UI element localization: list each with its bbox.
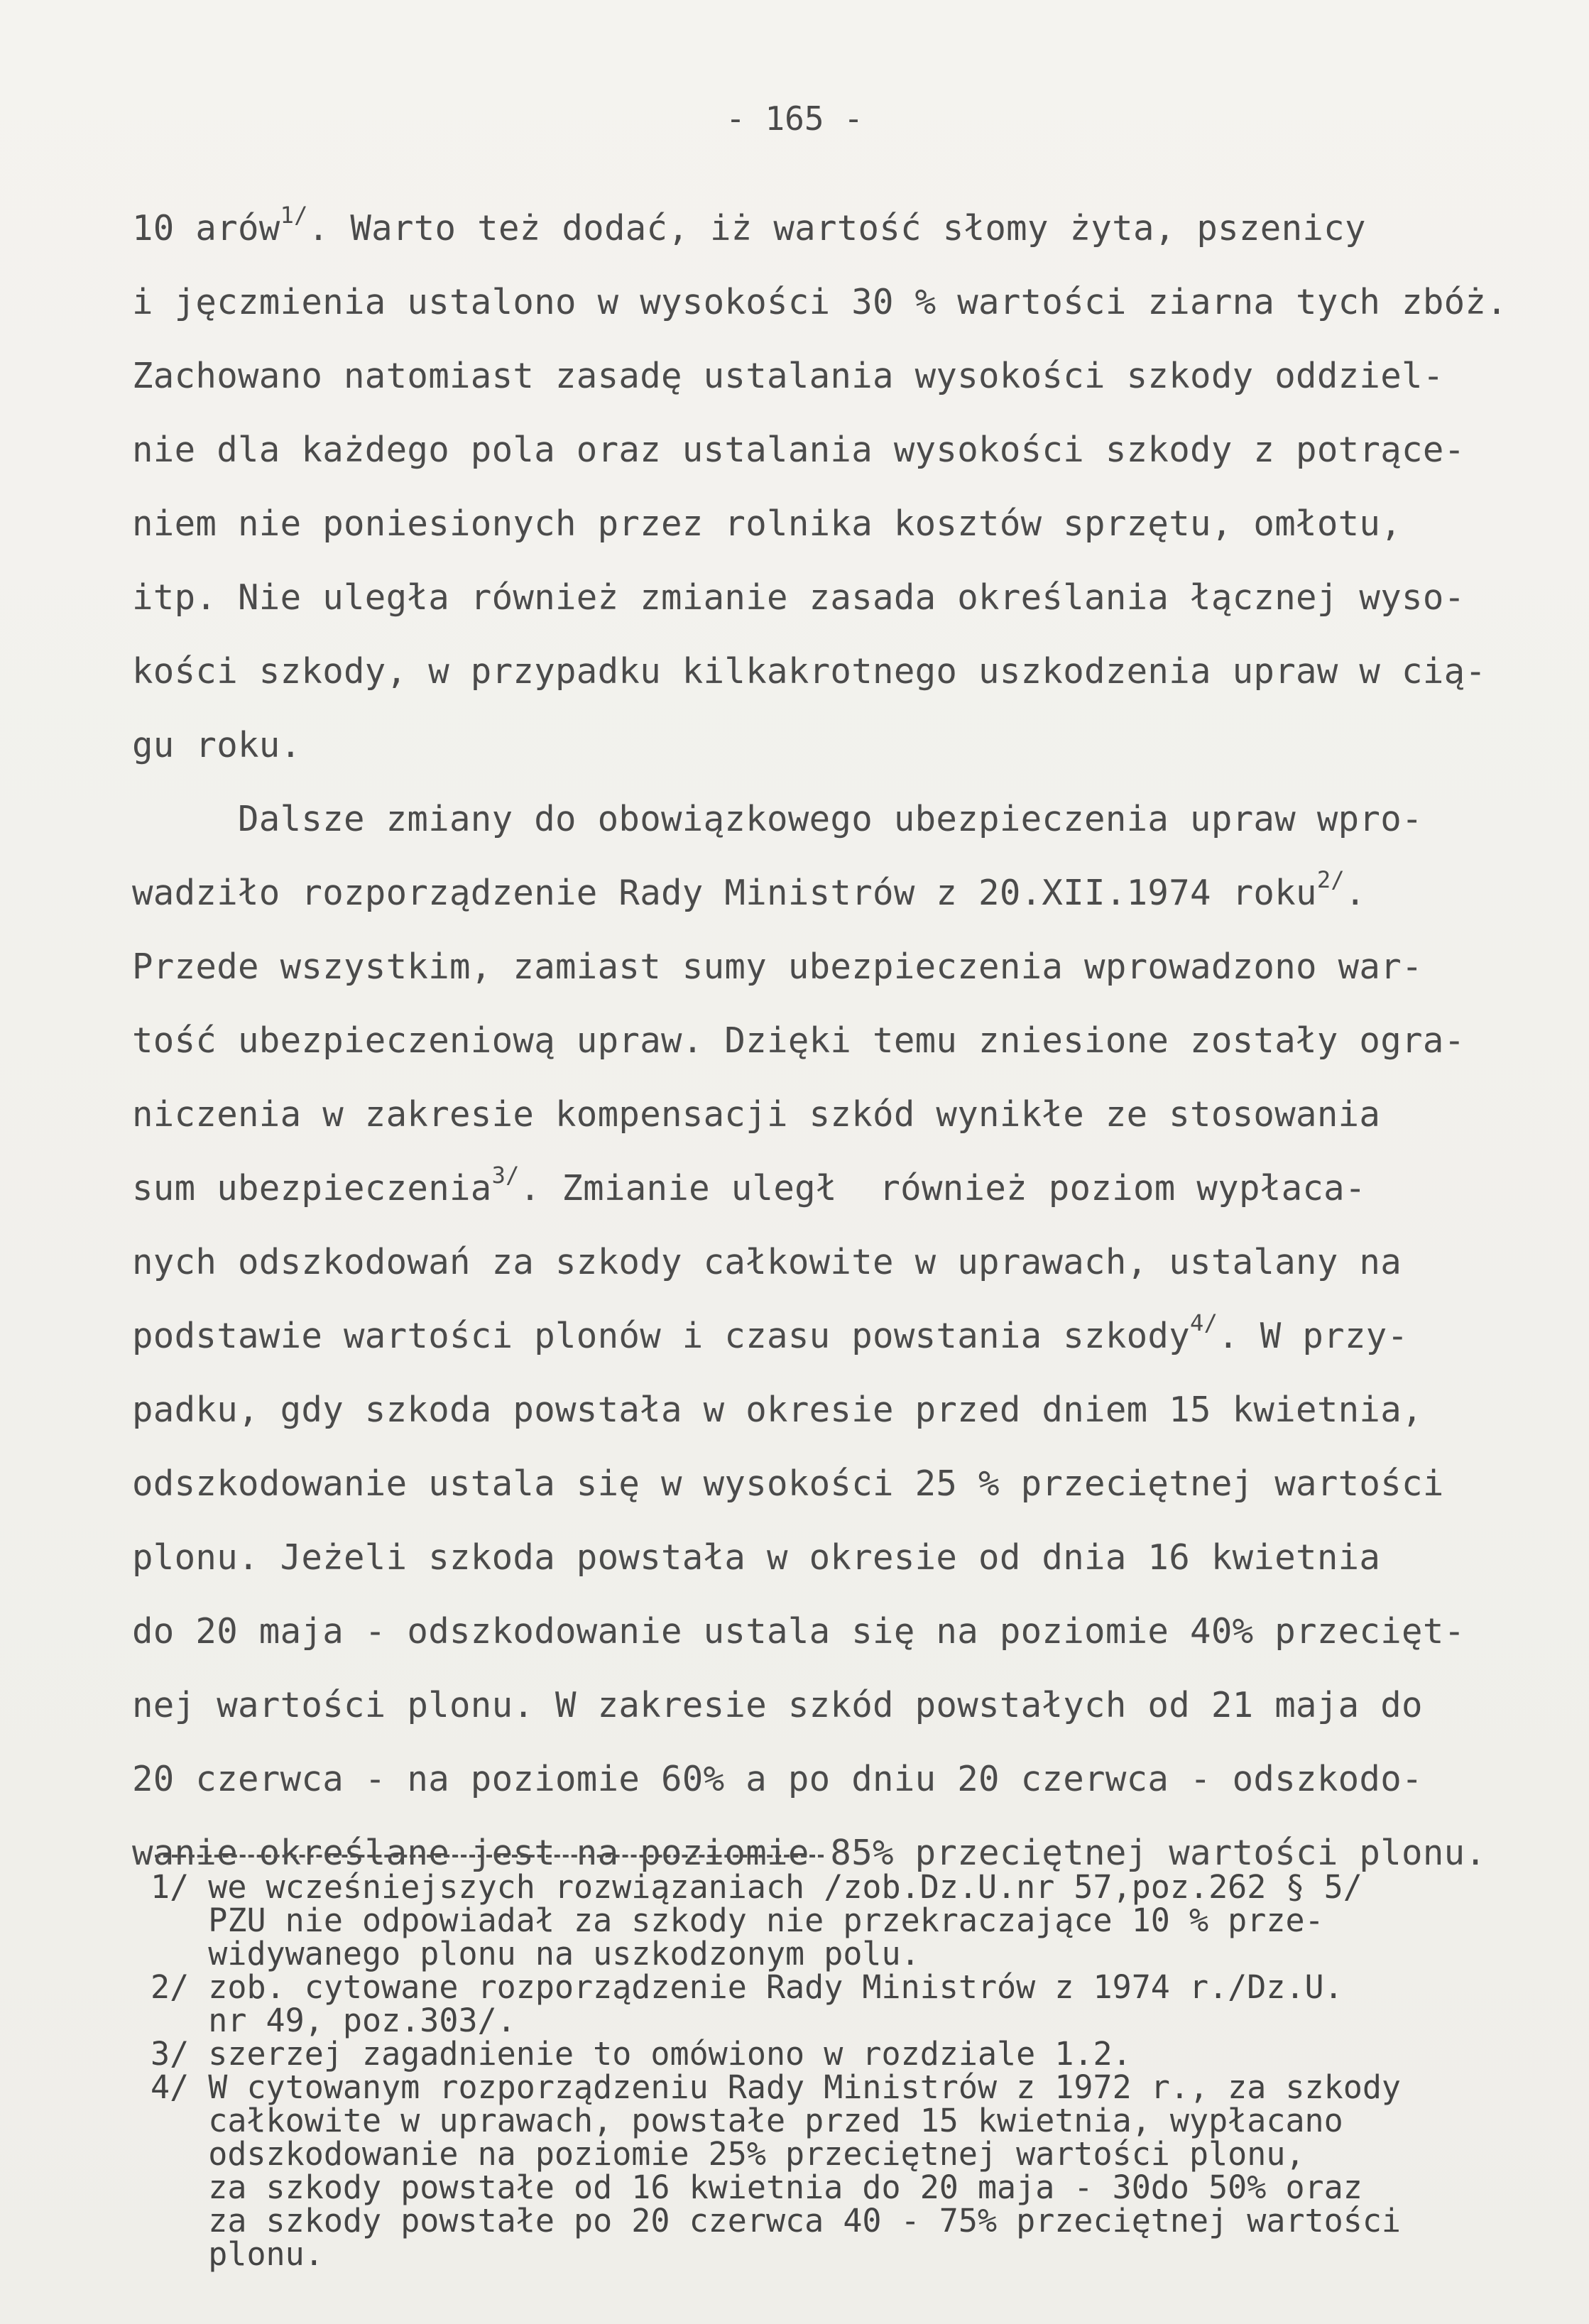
footnote-line: 1/ we wcześniejszych rozwiązaniach /zob.Dz.U.nr 57,poz.262 § 5/ [151,1868,1363,1906]
footnote-line: nr 49, poz.303/. [151,2002,516,2039]
text-line [132,856,1524,930]
text-line [132,1004,1524,1078]
footnote-reference: 3/ [491,1162,520,1189]
body-text [132,192,1524,1890]
paragraph-1 [132,192,1524,782]
footnote-separator [155,1855,824,1857]
text-line [132,561,1524,635]
footnote-line: plonu. [151,2235,324,2273]
text-line [132,487,1524,561]
line-text: 20 czerwca - na poziomie 60% a po dniu 20 czerwca - odszkodo- [132,1759,1423,1799]
footnote-line: 4/ W cytowanym rozporządzeniu Rady Ministrów z 1972 r., za szkody [151,2068,1401,2106]
text-line [132,709,1524,782]
footnote-line: PZU nie odpowiadał za szkody nie przekraczające 10 % prze- [151,1902,1324,1939]
line-text-continued: . Zmianie uległ również poziom wypłaca- [519,1168,1366,1209]
line-text: do 20 maja - odszkodowanie ustala się na poziomie 40% przecięt- [132,1611,1465,1652]
text-line [132,782,1524,856]
line-text: podstawie wartości plonów i czasu powstania szkody [132,1316,1191,1356]
text-line [132,413,1524,487]
line-text: Przede wszystkim, zamiast sumy ubezpieczenia wprowadzono war- [132,946,1423,987]
line-text-continued: . [1344,873,1366,913]
footnote-reference: 1/ [280,202,308,229]
text-line [132,192,1524,266]
footnote-line: widywanego plonu na uszkodzonym polu. [151,1935,920,1973]
text-line [132,930,1524,1004]
line-text: nych odszkodowań za szkody całkowite w uprawach, ustalany na [132,1242,1402,1282]
line-text: wadziło rozporządzenie Rady Ministrów z 20.XII.1974 roku [132,873,1317,913]
text-line [132,1078,1524,1152]
line-text: nie dla każdego pola oraz ustalania wysokości szkody z potrące- [132,430,1465,470]
footnote-line: za szkody powstałe od 16 kwietnia do 20 maja - 30do 50% oraz [151,2168,1363,2206]
line-text: itp. Nie uległa również zmianie zasada określania łącznej wyso- [132,577,1465,618]
text-line [132,1152,1524,1226]
paragraph-2 [132,782,1524,1890]
text-line [132,1669,1524,1742]
text-line [132,1447,1524,1521]
line-text: kości szkody, w przypadku kilkakrotnego uszkodzenia upraw w cią- [132,651,1487,692]
footnote-reference: 4/ [1190,1309,1218,1336]
line-text: niczenia w zakresie kompensacji szkód wynikłe ze stosowania [132,1094,1381,1135]
text-line [132,1742,1524,1816]
footnote-reference: 2/ [1316,866,1345,893]
line-text: wanie określane jest na poziomie 85% przeciętnej wartości plonu. [132,1833,1487,1873]
footnote-line: za szkody powstałe po 20 czerwca 40 - 75% przeciętnej wartości [151,2202,1401,2240]
line-text: sum ubezpieczenia [132,1168,492,1209]
line-text: 10 arów [132,208,280,249]
text-line [132,266,1524,339]
line-text: tość ubezpieczeniową upraw. Dzięki temu zniesione zostały ogra- [132,1020,1465,1061]
line-text: Zachowano natomiast zasadę ustalania wysokości szkody oddziel- [132,356,1444,396]
footnote-line: 3/ szerzej zagadnienie to omówiono w rozdziale 1.2. [151,2035,1132,2073]
line-text: i jęczmienia ustalono w wysokości 30 % wartości ziarna tych zbóż. [132,282,1508,322]
text-line [132,1226,1524,1299]
text-line [132,635,1524,709]
line-text: plonu. Jeżeli szkoda powstała w okresie od dnia 16 kwietnia [132,1537,1381,1578]
line-text: padku, gdy szkoda powstała w okresie przed dniem 15 kwietnia, [132,1390,1423,1430]
text-line [132,339,1524,413]
text-line [132,1595,1524,1669]
line-text: nej wartości plonu. W zakresie szkód powstałych od 21 maja do [132,1685,1423,1725]
text-line [132,1299,1524,1373]
line-text: odszkodowanie ustala się w wysokości 25 % przeciętnej wartości [132,1463,1444,1504]
footnotes [151,1870,1563,2271]
line-text-continued: . W przy- [1218,1316,1409,1356]
footnote-line: całkowite w uprawach, powstałe przed 15 kwietnia, wypłacano [151,2102,1343,2139]
text-line [132,1521,1524,1595]
line-text: gu roku. [132,725,302,765]
footnote-line: odszkodowanie na poziomie 25% przeciętnej wartości plonu, [151,2135,1305,2173]
line-text: niem nie poniesionych przez rolnika kosztów sprzętu, omłotu, [132,503,1402,544]
footnote-line: 2/ zob. cytowane rozporządzenie Rady Ministrów z 1974 r./Dz.U. [151,1968,1343,2006]
page-number: - 165 - [726,99,863,138]
line-text-continued: . Warto też dodać, iż wartość słomy żyta, pszenicy [307,208,1366,249]
line-text: Dalsze zmiany do obowiązkowego ubezpieczenia upraw wpro- [132,799,1423,839]
text-line [132,1373,1524,1447]
